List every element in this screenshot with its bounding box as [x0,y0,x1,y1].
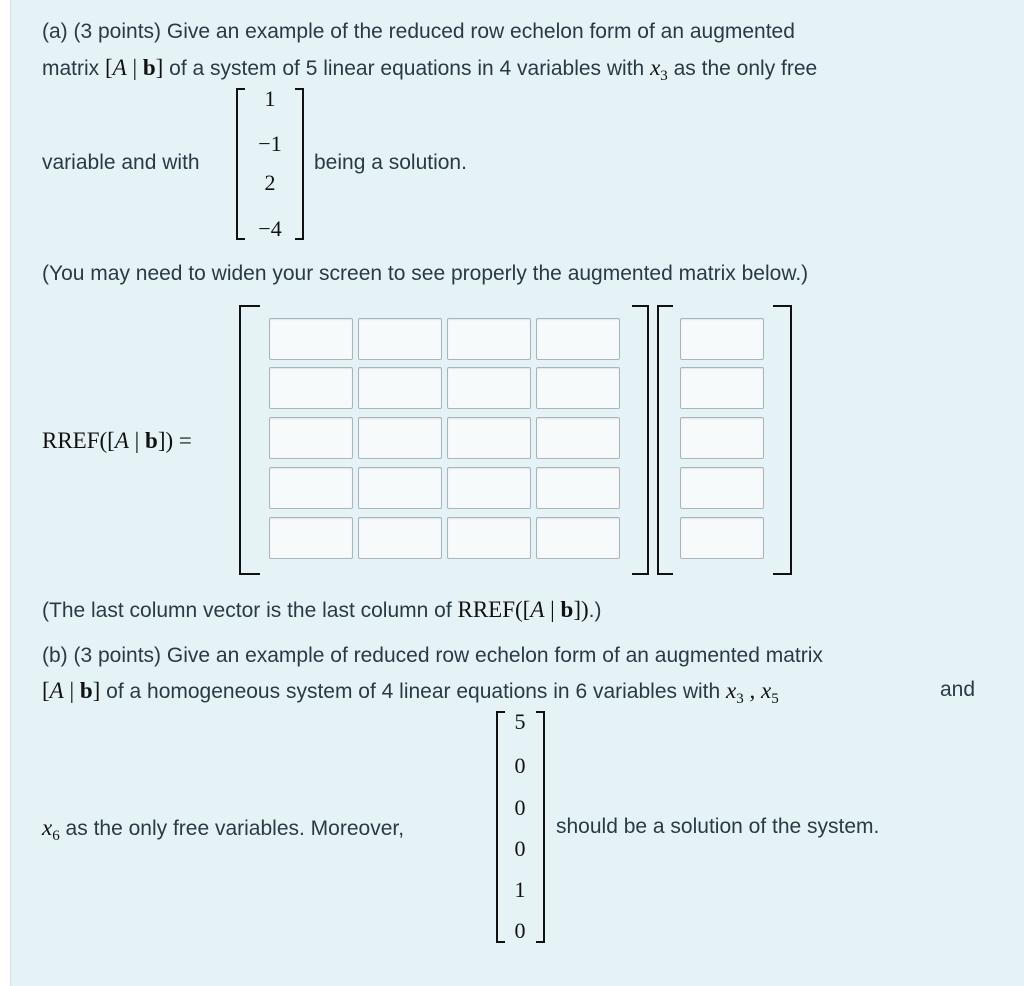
vector-b-entry: 1 [514,877,526,902]
rhs-entry-input[interactable] [680,318,764,360]
matrix-entry-input[interactable] [269,318,353,360]
matrix-entry-input[interactable] [358,367,442,409]
matrix-entry-input[interactable] [536,318,620,360]
matrix-entry-input[interactable] [536,517,620,559]
matrix-entry-input[interactable] [269,417,353,459]
part-a-line3-pre: variable and with [42,151,200,174]
widen-note: (You may need to widen your screen to see properly the augmented matrix below.) [42,262,809,285]
vector-b-entry: 0 [514,836,526,861]
last-column-note: (The last column vector is the last column of RREF([A | b]).) [42,597,602,622]
rhs-entry-input[interactable] [680,467,764,509]
matrix-entry-input[interactable] [269,367,353,409]
rhs-entry-input[interactable] [680,367,764,409]
matrix-entry-input[interactable] [447,367,531,409]
matrix-right-bracket [773,305,792,575]
matrix-entry-input[interactable] [358,318,442,360]
matrix-entry-input[interactable] [536,467,620,509]
matrix-entry-input[interactable] [447,467,531,509]
rhs-entry-input[interactable] [680,517,764,559]
part-a-line2: matrix [A | b] of a system of 5 linear equations in 4 variables with $x_3$ as the only free [42,55,818,84]
part-b-line2: [A | b] of a homogeneous system of 4 linear equations in 6 variables with $x_3$ , $x_5$ [42,678,779,707]
matrix-entry-input[interactable] [269,517,353,559]
part-a-line1: (a) (3 points) Give an example of the reduced row echelon form of an augmented [42,20,795,43]
matrix-entry-input[interactable] [447,517,531,559]
matrix-entry-input[interactable] [269,467,353,509]
matrix-entry-input[interactable] [536,417,620,459]
rref-label: RREF([A | b]) = [42,428,192,453]
part-b-line2-end: and [940,678,976,701]
rhs-entry-input[interactable] [680,417,764,459]
matrix-entry-input[interactable] [447,318,531,360]
part-b-line3-post: should be a solution of the system. [556,815,880,838]
vector-b-entry: 0 [514,918,526,943]
matrix-entry-input[interactable] [536,367,620,409]
vector-a-left-bracket [236,88,245,240]
matrix-rhs-left-bracket [657,305,673,575]
vector-b-right-bracket [536,711,545,943]
vector-a-entry: −1 [258,131,282,156]
vector-a-right-bracket [295,88,304,240]
matrix-coef-right-bracket [632,305,649,575]
part-b-line1: (b) (3 points) Give an example of reduced row echelon form of an augmented matrix [42,644,823,667]
vector-b-left-bracket [496,711,505,943]
matrix-entry-input[interactable] [447,417,531,459]
part-b-line3: $x_6$ as the only free variables. Moreover, [42,815,405,844]
part-a-line3-post: being a solution. [314,151,467,174]
vector-b-entry: 5 [514,709,526,734]
vector-a-entry: 1 [264,86,276,111]
vector-b-entry: 0 [514,753,526,778]
vector-b-entry: 0 [514,795,526,820]
matrix-entry-input[interactable] [358,517,442,559]
vector-a-entry: 2 [264,170,276,195]
matrix-entry-input[interactable] [358,467,442,509]
matrix-left-bracket [239,305,260,575]
matrix-entry-input[interactable] [358,417,442,459]
vector-a-entry: −4 [258,216,282,241]
